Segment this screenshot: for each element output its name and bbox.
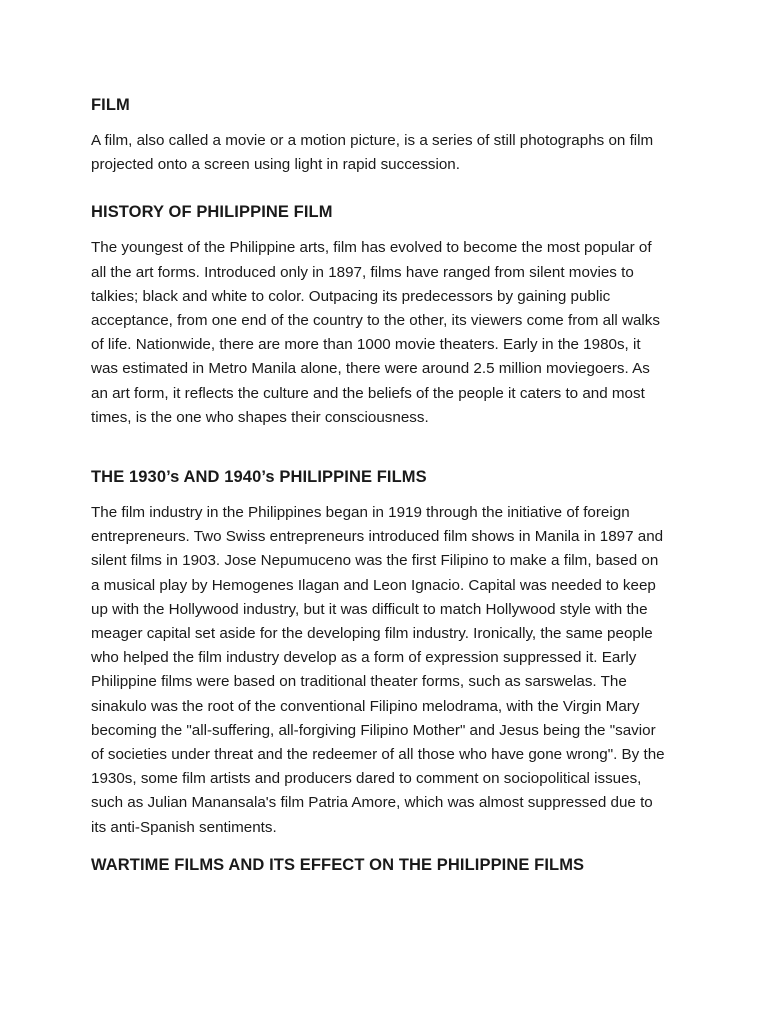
paragraph-history: The youngest of the Philippine arts, film has evolved to become the most popular of all the art forms. Introduced only in 1897, films have ranged from silent movies to talkies; black and white to color. Outpacing its predecessors by gaining public acceptance, from one end of the country to the other, its viewers come from all walks of life. Nationwide, there are more than 1000 movie theaters. Early in the 1980s, it was estimated in Metro Manila alone, there were around 2.5 million moviegoers. As an art form, it reflects the culture and the beliefs of the people it caters to and most times, is the one who shapes their consciousness. bbox=[91, 239, 660, 426]
heading-film: FILM bbox=[91, 96, 130, 114]
heading-history-of-philippine-film: HISTORY OF PHILIPPINE FILM bbox=[91, 203, 333, 222]
heading-1930s-1940s-films: THE 1930’s AND 1940’s PHILIPPINE FILMS bbox=[91, 468, 427, 487]
paragraph-film-definition: A film, also called a movie or a motion picture, is a series of still photographs on film projected onto a screen using light in rapid succession. bbox=[91, 132, 654, 174]
paragraph-1930s-1940s: The film industry in the Philippines began in 1919 through the initiative of foreign entrepreneurs. Two Swiss entrepreneurs introduced film shows in Manila in 1897 and silent films in 1903. Jose Nepumuceno was the first Filipino to make a film, based on a musical play by Hemogenes Ilagan and Leon Ignacio. Capital was needed to keep up with the Hollywood industry, but it was difficult to match Hollywood style with the meager capital set aside for the developing film industry. Ironically, the same people who helped the film industry develop as a form of expression suppressed it. Early Philippine films were based on traditional theater forms, such as sarswelas. The sinakulo was the root of the conventional Filipino melodrama, with the Virgin Mary becoming the "all-suffering, all-forgiving Filipino Mother" and Jesus being the "savior of societies under threat and the redeemer of all those who have gone wrong". By the 1930s, some film artists and producers dared to comment on sociopolitical issues, such as Julian Manansala's film Patria Amore, which was almost suppressed due to its anti-Spanish sentiments. bbox=[91, 504, 665, 836]
heading-wartime-films: WARTIME FILMS AND ITS EFFECT ON THE PHILIPPINE FILMS bbox=[91, 855, 585, 874]
